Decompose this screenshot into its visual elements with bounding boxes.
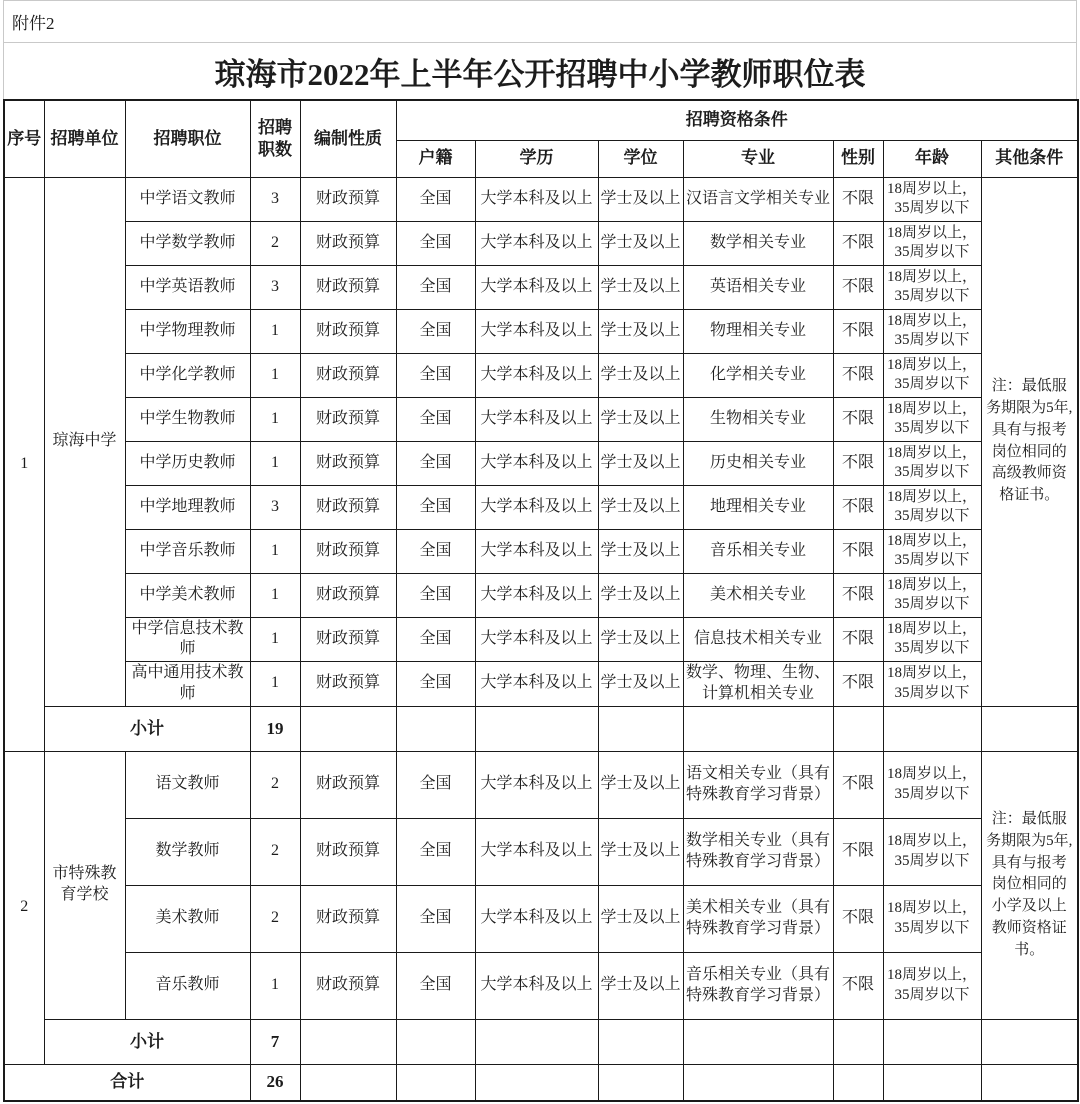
- cell-establishment: 财政预算: [300, 952, 396, 1019]
- cell-degree: 学士及以上: [598, 573, 683, 617]
- cell-empty: [883, 1064, 981, 1101]
- table-row: [4, 573, 1078, 617]
- total-label: 合计: [4, 1064, 250, 1101]
- cell-degree: 学士及以上: [598, 818, 683, 885]
- cell-degree: 学士及以上: [598, 529, 683, 573]
- cell-empty: [833, 1019, 883, 1064]
- table-row: [4, 353, 1078, 397]
- cell-age: 18周岁以上，35周岁以下: [883, 177, 981, 221]
- total-value: 26: [250, 1064, 300, 1101]
- cell-residence: 全国: [396, 309, 475, 353]
- cell-education: 大学本科及以上: [475, 573, 598, 617]
- page-title: 琼海市2022年上半年公开招聘中小学教师职位表: [214, 56, 866, 92]
- cell-gender: 不限: [833, 818, 883, 885]
- cell-establishment: 财政预算: [300, 617, 396, 662]
- cell-residence: 全国: [396, 221, 475, 265]
- cell-age: 18周岁以上，35周岁以下: [883, 397, 981, 441]
- cell-gender: 不限: [833, 441, 883, 485]
- cell-degree: 学士及以上: [598, 397, 683, 441]
- cell-count: 1: [250, 397, 300, 441]
- cell-gender: 不限: [833, 751, 883, 818]
- cell-major: 语文相关专业（具有特殊教育学习背景）: [683, 751, 833, 818]
- cell-education: 大学本科及以上: [475, 485, 598, 529]
- cell-empty: [396, 1064, 475, 1101]
- cell-education: 大学本科及以上: [475, 662, 598, 707]
- cell-degree: 学士及以上: [598, 751, 683, 818]
- col-header-position: 招聘职位: [125, 100, 250, 177]
- cell-residence: 全国: [396, 885, 475, 952]
- cell-degree: 学士及以上: [598, 485, 683, 529]
- cell-serial: 2: [4, 751, 44, 1064]
- cell-gender: 不限: [833, 177, 883, 221]
- cell-degree: 学士及以上: [598, 353, 683, 397]
- cell-education: 大学本科及以上: [475, 309, 598, 353]
- table-row: [4, 529, 1078, 573]
- cell-empty: [981, 1019, 1078, 1064]
- cell-count: 2: [250, 751, 300, 818]
- cell-position: 中学数学教师: [125, 221, 250, 265]
- cell-position: 语文教师: [125, 751, 250, 818]
- cell-residence: 全国: [396, 662, 475, 707]
- table-row: [4, 397, 1078, 441]
- cell-gender: 不限: [833, 221, 883, 265]
- cell-count: 1: [250, 353, 300, 397]
- col-header-major: 专业: [683, 140, 833, 177]
- col-header-degree: 学位: [598, 140, 683, 177]
- cell-major: 生物相关专业: [683, 397, 833, 441]
- cell-position: 中学地理教师: [125, 485, 250, 529]
- col-header-education: 学历: [475, 140, 598, 177]
- cell-major: 美术相关专业: [683, 573, 833, 617]
- cell-gender: 不限: [833, 397, 883, 441]
- cell-position: 数学教师: [125, 818, 250, 885]
- cell-empty: [475, 1064, 598, 1101]
- cell-position: 中学美术教师: [125, 573, 250, 617]
- col-header-unit: 招聘单位: [44, 100, 125, 177]
- cell-gender: 不限: [833, 265, 883, 309]
- cell-age: 18周岁以上，35周岁以下: [883, 265, 981, 309]
- subtotal-label: 小计: [44, 706, 250, 751]
- table-row: [4, 221, 1078, 265]
- cell-establishment: 财政预算: [300, 573, 396, 617]
- cell-age: 18周岁以上，35周岁以下: [883, 662, 981, 707]
- cell-position: 中学语文教师: [125, 177, 250, 221]
- cell-unit: 市特殊教育学校: [44, 751, 125, 1019]
- cell-degree: 学士及以上: [598, 265, 683, 309]
- cell-major: 音乐相关专业（具有特殊教育学习背景）: [683, 952, 833, 1019]
- cell-establishment: 财政预算: [300, 177, 396, 221]
- cell-gender: 不限: [833, 529, 883, 573]
- cell-major: 数学相关专业: [683, 221, 833, 265]
- cell-empty: [300, 706, 396, 751]
- cell-residence: 全国: [396, 617, 475, 662]
- cell-age: 18周岁以上，35周岁以下: [883, 952, 981, 1019]
- total-row: [4, 1064, 1078, 1101]
- cell-residence: 全国: [396, 397, 475, 441]
- col-header-qualification: 招聘资格条件: [396, 100, 1078, 140]
- cell-position: 中学音乐教师: [125, 529, 250, 573]
- cell-empty: [883, 706, 981, 751]
- cell-degree: 学士及以上: [598, 441, 683, 485]
- cell-residence: 全国: [396, 529, 475, 573]
- cell-count: 2: [250, 221, 300, 265]
- col-header-establishment: 编制性质: [300, 100, 396, 177]
- cell-count: 1: [250, 529, 300, 573]
- cell-position: 高中通用技术教师: [125, 662, 250, 707]
- col-header-count: 招聘职数: [250, 100, 300, 177]
- cell-gender: 不限: [833, 662, 883, 707]
- cell-major: 英语相关专业: [683, 265, 833, 309]
- cell-residence: 全国: [396, 441, 475, 485]
- cell-education: 大学本科及以上: [475, 177, 598, 221]
- cell-gender: 不限: [833, 353, 883, 397]
- cell-age: 18周岁以上，35周岁以下: [883, 221, 981, 265]
- cell-serial: 1: [4, 177, 44, 751]
- table-row: [4, 751, 1078, 818]
- cell-residence: 全国: [396, 952, 475, 1019]
- cell-establishment: 财政预算: [300, 309, 396, 353]
- cell-education: 大学本科及以上: [475, 818, 598, 885]
- cell-position: 音乐教师: [125, 952, 250, 1019]
- table-row: [4, 952, 1078, 1019]
- cell-count: 1: [250, 573, 300, 617]
- table-row: [4, 885, 1078, 952]
- header-row-1: [4, 100, 1078, 140]
- cell-degree: 学士及以上: [598, 952, 683, 1019]
- cell-age: 18周岁以上，35周岁以下: [883, 885, 981, 952]
- table-row: [4, 662, 1078, 707]
- cell-residence: 全国: [396, 573, 475, 617]
- cell-empty: [683, 1019, 833, 1064]
- cell-degree: 学士及以上: [598, 617, 683, 662]
- cell-count: 1: [250, 441, 300, 485]
- cell-empty: [981, 1064, 1078, 1101]
- cell-education: 大学本科及以上: [475, 617, 598, 662]
- cell-empty: [683, 1064, 833, 1101]
- table-row: [4, 177, 1078, 221]
- cell-education: 大学本科及以上: [475, 353, 598, 397]
- col-header-age: 年龄: [883, 140, 981, 177]
- cell-establishment: 财政预算: [300, 529, 396, 573]
- cell-count: 1: [250, 617, 300, 662]
- cell-empty: [598, 1064, 683, 1101]
- cell-age: 18周岁以上，35周岁以下: [883, 617, 981, 662]
- cell-residence: 全国: [396, 353, 475, 397]
- cell-major: 地理相关专业: [683, 485, 833, 529]
- cell-degree: 学士及以上: [598, 177, 683, 221]
- cell-education: 大学本科及以上: [475, 952, 598, 1019]
- subtotal-value: 19: [250, 706, 300, 751]
- title-bar: [3, 43, 1077, 99]
- cell-empty: [833, 1064, 883, 1101]
- attachment-bar: [3, 0, 1077, 43]
- cell-establishment: 财政预算: [300, 818, 396, 885]
- cell-position: 中学物理教师: [125, 309, 250, 353]
- col-header-serial: 序号: [4, 100, 44, 177]
- cell-major: 数学相关专业（具有特殊教育学习背景）: [683, 818, 833, 885]
- cell-establishment: 财政预算: [300, 397, 396, 441]
- cell-education: 大学本科及以上: [475, 751, 598, 818]
- cell-education: 大学本科及以上: [475, 265, 598, 309]
- cell-empty: [475, 1019, 598, 1064]
- cell-position: 中学生物教师: [125, 397, 250, 441]
- positions-table: [3, 99, 1079, 1102]
- table-row: [4, 617, 1078, 662]
- col-header-other: 其他条件: [981, 140, 1078, 177]
- cell-age: 18周岁以上，35周岁以下: [883, 818, 981, 885]
- cell-gender: 不限: [833, 485, 883, 529]
- cell-empty: [598, 706, 683, 751]
- cell-degree: 学士及以上: [598, 221, 683, 265]
- subtotal-row: [4, 706, 1078, 751]
- cell-age: 18周岁以上，35周岁以下: [883, 485, 981, 529]
- cell-residence: 全国: [396, 818, 475, 885]
- cell-major: 历史相关专业: [683, 441, 833, 485]
- table-row: [4, 441, 1078, 485]
- cell-position: 美术教师: [125, 885, 250, 952]
- subtotal-value: 7: [250, 1019, 300, 1064]
- cell-empty: [683, 706, 833, 751]
- cell-establishment: 财政预算: [300, 662, 396, 707]
- cell-residence: 全国: [396, 751, 475, 818]
- cell-residence: 全国: [396, 177, 475, 221]
- cell-gender: 不限: [833, 573, 883, 617]
- cell-empty: [598, 1019, 683, 1064]
- cell-age: 18周岁以上，35周岁以下: [883, 441, 981, 485]
- cell-count: 2: [250, 885, 300, 952]
- table-row: [4, 485, 1078, 529]
- cell-major: 化学相关专业: [683, 353, 833, 397]
- cell-count: 3: [250, 485, 300, 529]
- cell-establishment: 财政预算: [300, 441, 396, 485]
- cell-position: 中学英语教师: [125, 265, 250, 309]
- subtotal-label: 小计: [44, 1019, 250, 1064]
- cell-count: 1: [250, 952, 300, 1019]
- cell-degree: 学士及以上: [598, 885, 683, 952]
- cell-count: 1: [250, 662, 300, 707]
- cell-gender: 不限: [833, 885, 883, 952]
- cell-degree: 学士及以上: [598, 309, 683, 353]
- cell-residence: 全国: [396, 485, 475, 529]
- subtotal-row: [4, 1019, 1078, 1064]
- cell-empty: [396, 1019, 475, 1064]
- cell-education: 大学本科及以上: [475, 529, 598, 573]
- cell-gender: 不限: [833, 952, 883, 1019]
- cell-major: 数学、物理、生物、计算机相关专业: [683, 662, 833, 707]
- cell-empty: [475, 706, 598, 751]
- cell-major: 物理相关专业: [683, 309, 833, 353]
- cell-age: 18周岁以上，35周岁以下: [883, 751, 981, 818]
- cell-empty: [396, 706, 475, 751]
- cell-empty: [300, 1019, 396, 1064]
- cell-count: 3: [250, 177, 300, 221]
- cell-establishment: 财政预算: [300, 353, 396, 397]
- cell-major: 汉语言文学相关专业: [683, 177, 833, 221]
- col-header-residence: 户籍: [396, 140, 475, 177]
- table-row: [4, 265, 1078, 309]
- cell-gender: 不限: [833, 617, 883, 662]
- cell-major: 音乐相关专业: [683, 529, 833, 573]
- cell-count: 2: [250, 818, 300, 885]
- cell-establishment: 财政预算: [300, 485, 396, 529]
- cell-empty: [883, 1019, 981, 1064]
- cell-empty: [300, 1064, 396, 1101]
- cell-degree: 学士及以上: [598, 662, 683, 707]
- cell-age: 18周岁以上，35周岁以下: [883, 529, 981, 573]
- cell-age: 18周岁以上，35周岁以下: [883, 573, 981, 617]
- cell-age: 18周岁以上，35周岁以下: [883, 353, 981, 397]
- attachment-label: 附件2: [12, 14, 55, 33]
- cell-other-note: 注：最低服务期限为5年,具有与报考岗位相同的小学及以上教师资格证书。: [981, 751, 1078, 1019]
- cell-position: 中学历史教师: [125, 441, 250, 485]
- cell-gender: 不限: [833, 309, 883, 353]
- cell-establishment: 财政预算: [300, 265, 396, 309]
- cell-position: 中学化学教师: [125, 353, 250, 397]
- col-header-gender: 性别: [833, 140, 883, 177]
- cell-establishment: 财政预算: [300, 221, 396, 265]
- cell-major: 信息技术相关专业: [683, 617, 833, 662]
- cell-major: 美术相关专业（具有特殊教育学习背景）: [683, 885, 833, 952]
- table-row: [4, 309, 1078, 353]
- cell-residence: 全国: [396, 265, 475, 309]
- cell-age: 18周岁以上，35周岁以下: [883, 309, 981, 353]
- document-sheet: [3, 0, 1077, 1102]
- table-row: [4, 818, 1078, 885]
- cell-education: 大学本科及以上: [475, 441, 598, 485]
- cell-position: 中学信息技术教师: [125, 617, 250, 662]
- cell-count: 1: [250, 309, 300, 353]
- cell-other-note: 注：最低服务期限为5年,具有与报考岗位相同的高级教师资格证书。: [981, 177, 1078, 706]
- cell-establishment: 财政预算: [300, 751, 396, 818]
- cell-empty: [981, 706, 1078, 751]
- cell-establishment: 财政预算: [300, 885, 396, 952]
- cell-count: 3: [250, 265, 300, 309]
- cell-education: 大学本科及以上: [475, 221, 598, 265]
- cell-education: 大学本科及以上: [475, 885, 598, 952]
- cell-unit: 琼海中学: [44, 177, 125, 706]
- cell-empty: [833, 706, 883, 751]
- cell-education: 大学本科及以上: [475, 397, 598, 441]
